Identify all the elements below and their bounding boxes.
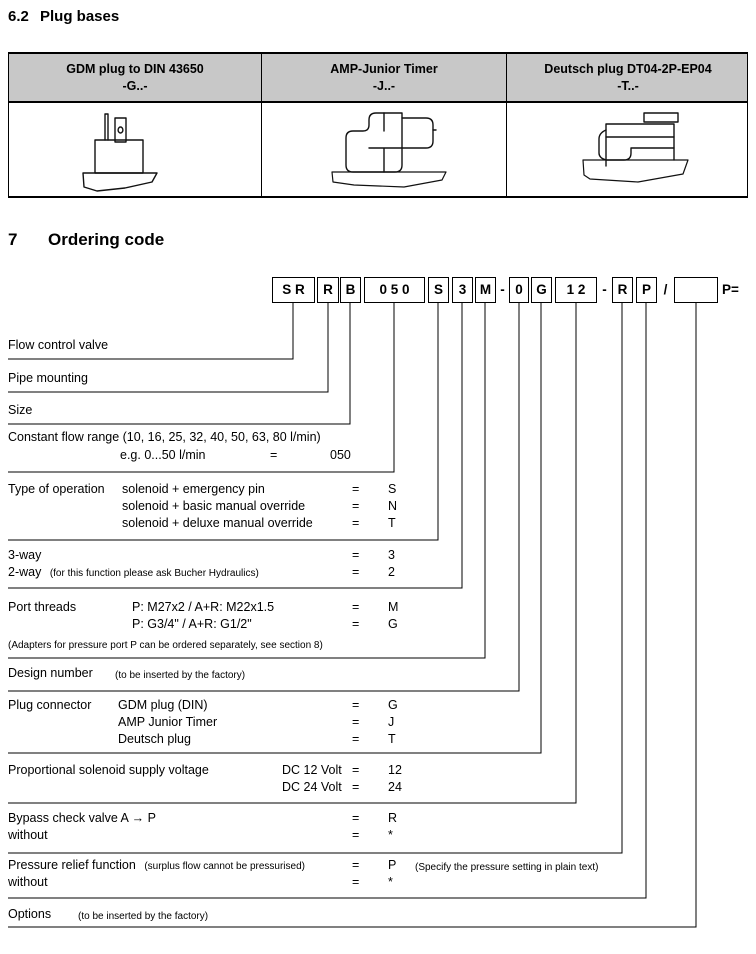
row-supply-voltage-line2 xyxy=(8,780,750,797)
option-text: solenoid + deluxe manual override xyxy=(122,516,313,530)
row-pressure-relief-without xyxy=(8,875,750,892)
section-heading-plug-bases xyxy=(8,8,119,25)
plug-table-header-deutsch xyxy=(506,54,749,101)
option-text: GDM plug (DIN) xyxy=(118,698,208,712)
option-code: J xyxy=(388,715,395,729)
section-heading-ordering-code xyxy=(8,230,164,250)
row-flow-control-valve xyxy=(8,338,750,355)
row-tail-note: (Specify the pressure setting in plain text) xyxy=(415,862,599,873)
equals-sign: = xyxy=(352,732,360,746)
plug-table-header-row xyxy=(8,52,748,103)
code-box-options xyxy=(674,277,718,303)
equals-sign: = xyxy=(352,516,360,530)
option-code: 12 xyxy=(388,763,402,777)
option-text: Deutsch plug xyxy=(118,732,191,746)
code-box-pipe-mounting: R xyxy=(317,277,339,303)
code-separator-dash: - xyxy=(602,282,607,297)
row-constant-flow-range-example xyxy=(8,448,750,465)
code-box-voltage: 1 2 xyxy=(555,277,597,303)
row-label: 3-way xyxy=(8,548,42,562)
code-box-way: 3 xyxy=(452,277,473,303)
row-plug-connector xyxy=(8,698,750,715)
option-code: 3 xyxy=(388,548,395,562)
equals-sign: = xyxy=(352,617,360,631)
row-label: Options xyxy=(8,907,52,921)
option-code: * xyxy=(388,875,393,889)
row-bypass-without xyxy=(8,828,750,845)
option-code: T xyxy=(388,516,396,530)
equals-sign: = xyxy=(270,448,278,462)
option-code: S xyxy=(388,482,397,496)
code-box-bypass: R xyxy=(612,277,633,303)
equals-sign: = xyxy=(352,780,360,794)
row-label: Type of operation xyxy=(8,482,105,496)
row-label: without xyxy=(8,828,48,842)
row-label: Proportional solenoid supply voltage xyxy=(8,763,209,777)
row-label: Pressure relief function xyxy=(8,858,136,872)
section-title: Plug bases xyxy=(40,8,120,25)
row-type-of-operation xyxy=(8,482,750,499)
plug-code: -G..- xyxy=(122,79,148,93)
equals-sign: = xyxy=(352,875,360,889)
option-text: solenoid + basic manual override xyxy=(122,499,306,513)
code-box-design-number: 0 xyxy=(509,277,529,303)
equals-sign: = xyxy=(352,715,360,729)
row-port-threads-line2 xyxy=(8,617,750,634)
row-label: Pipe mounting xyxy=(8,371,88,385)
row-note: (for this function please ask Bucher Hydraulics) xyxy=(49,568,259,579)
option-code: 2 xyxy=(388,565,395,579)
row-constant-flow-range xyxy=(8,430,750,447)
code-box-flow-range: 0 5 0 xyxy=(364,277,425,303)
row-note: (to be inserted by the factory) xyxy=(78,911,209,922)
row-label: Size xyxy=(8,403,33,417)
row-label: Flow control valve xyxy=(8,338,109,352)
row-pipe-mounting xyxy=(8,371,750,388)
section-number: 7 xyxy=(8,230,18,249)
plug-title: AMP-Junior Timer xyxy=(330,62,438,76)
option-text: P: G3/4" / A+R: G1/2" xyxy=(132,617,252,631)
amp-junior-timer-drawing xyxy=(284,108,484,192)
plug-table-header-amp xyxy=(261,54,506,101)
equals-sign: = xyxy=(352,698,360,712)
option-text: AMP Junior Timer xyxy=(118,715,218,729)
option-code: P xyxy=(388,858,397,872)
equals-sign: = xyxy=(352,858,360,872)
code-box-plug-connector: G xyxy=(531,277,552,303)
row-label: 2-way xyxy=(8,565,42,579)
plug-title: Deutsch plug DT04-2P-EP04 xyxy=(544,62,712,76)
equals-sign: = xyxy=(352,763,360,777)
option-code: N xyxy=(388,499,398,513)
row-note: (to be inserted by the factory) xyxy=(115,670,246,681)
option-text: P: M27x2 / A+R: M22x1.5 xyxy=(132,600,275,614)
plug-title: GDM plug to DIN 43650 xyxy=(66,62,204,76)
row-size xyxy=(8,403,750,420)
equals-sign: = xyxy=(352,811,360,825)
plug-code: -T..- xyxy=(617,79,639,93)
option-text: DC 24 Volt xyxy=(282,780,342,794)
row-type-of-operation-line3 xyxy=(8,516,750,533)
row-port-threads-footnote xyxy=(8,637,750,654)
option-code: G xyxy=(388,617,398,631)
code-box-port-threads: M xyxy=(475,277,496,303)
row-footnote: (Adapters for pressure port P can be ordered separately, see section 8) xyxy=(8,640,323,651)
equals-sign: = xyxy=(352,548,360,562)
deutsch-plug-drawing xyxy=(528,108,728,192)
equals-sign: = xyxy=(352,482,360,496)
option-code: 24 xyxy=(388,780,402,794)
row-label: without xyxy=(8,875,48,889)
plug-table-header-gdm xyxy=(9,54,261,101)
row-port-threads xyxy=(8,600,750,617)
code-box-size: B xyxy=(340,277,361,303)
option-code: M xyxy=(388,600,399,614)
row-plug-connector-line3 xyxy=(8,732,750,749)
code-box-operation: S xyxy=(428,277,449,303)
plug-table-cell-amp xyxy=(261,103,506,196)
equals-sign: = xyxy=(352,499,360,513)
plug-bases-table xyxy=(8,52,748,198)
row-label: Constant flow range (10, 16, 25, 32, 40, 50, 63, 80 l/min) xyxy=(8,430,321,444)
row-label: Port threads xyxy=(8,600,77,614)
equals-sign: = xyxy=(352,600,360,614)
option-code: T xyxy=(388,732,396,746)
row-options xyxy=(8,907,750,924)
row-supply-voltage xyxy=(8,763,750,780)
plug-table-cell-gdm xyxy=(9,103,261,196)
code-separator-slash: / xyxy=(663,282,668,297)
row-plug-connector-line2 xyxy=(8,715,750,732)
code-box-flow-control-valve: S R xyxy=(272,277,315,303)
row-pressure-relief xyxy=(8,858,750,875)
section-number: 6.2 xyxy=(8,8,29,25)
option-code: 050 xyxy=(330,448,351,462)
row-bypass-check-valve xyxy=(8,811,750,828)
row-note: (surplus flow cannot be pressurised) xyxy=(144,861,305,872)
row-label: Design number xyxy=(8,666,93,680)
option-text: e.g. 0...50 l/min xyxy=(120,448,206,462)
code-suffix-p-equals: P= xyxy=(722,282,739,297)
option-code: G xyxy=(388,698,398,712)
row-2-way xyxy=(8,565,750,582)
code-box-pressure-relief: P xyxy=(636,277,657,303)
option-code: * xyxy=(388,828,393,842)
row-label: Bypass check valve A → P xyxy=(8,811,156,825)
equals-sign: = xyxy=(352,828,360,842)
row-label: Plug connector xyxy=(8,698,92,712)
plug-table-drawing-row xyxy=(8,103,748,198)
equals-sign: = xyxy=(352,565,360,579)
row-type-of-operation-line2 xyxy=(8,499,750,516)
gdm-plug-drawing xyxy=(35,108,235,192)
section-title: Ordering code xyxy=(48,230,165,249)
row-design-number xyxy=(8,666,750,683)
plug-code: -J..- xyxy=(372,79,396,93)
option-text: solenoid + emergency pin xyxy=(122,482,265,496)
code-separator-dash: - xyxy=(500,282,505,297)
plug-table-cell-deutsch xyxy=(506,103,749,196)
row-3-way xyxy=(8,548,750,565)
option-code: R xyxy=(388,811,398,825)
option-text: DC 12 Volt xyxy=(282,763,342,777)
